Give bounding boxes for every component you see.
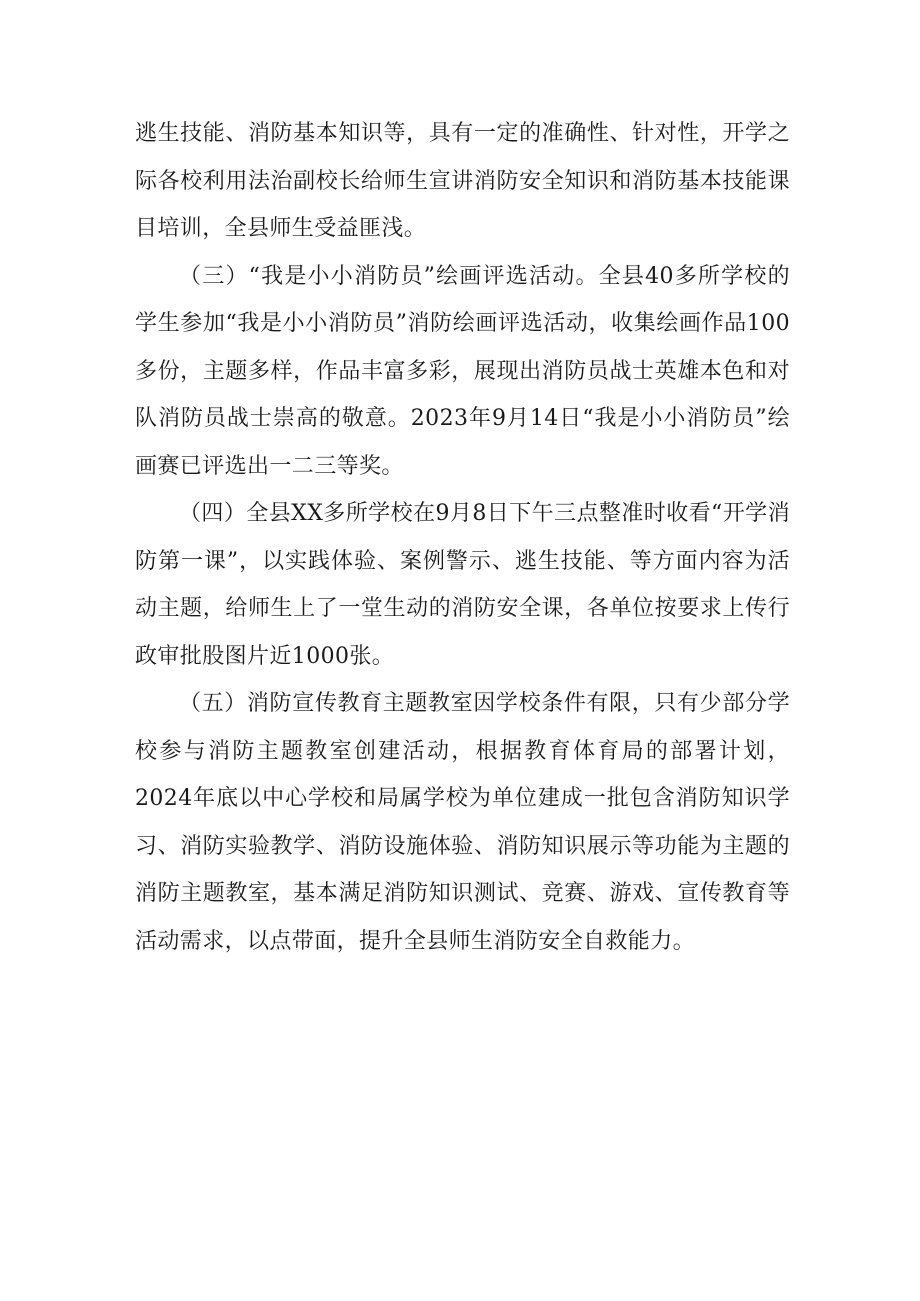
paragraph-section-five: （五）消防宣传教育主题教室因学校条件有限，只有少部分学校参与消防主题教室创建活动，根据教育体育局的部署计划，2024年底以中心学校和局属学校为单位建成一批包含消防知识学习、消防实验教学、消防设施体验、消防知识展示等功能为主题的消防主题教室，基本满足消防知识测试、竞赛、游戏、宣传教育等活动需求，以点带面，提升全县师生消防安全自救能力。 bbox=[135, 691, 790, 954]
paragraph-section-three: （三）“我是小小消防员”绘画评选活动。全县40多所学校的学生参加“我是小小消防员”消防绘画评选活动，收集绘画作品100多份，主题多样，作品丰富多彩，展现出消防员战士英雄本色和对队消防员战士崇高的敬意。2023年9月14日“我是小小消防员”绘画赛已评选出一二三等奖。 bbox=[135, 263, 790, 479]
paragraph-section-four: （四）全县XX多所学校在9月8日下午三点整准时收看“开学消防第一课”，以实践体验、案例警示、逃生技能、等方面内容为活动主题，给师生上了一堂生动的消防安全课，各单位按要求上传行政审批股图片近1000张。 bbox=[135, 501, 790, 669]
paragraph-continuation: 逃生技能、消防基本知识等，具有一定的准确性、针对性，开学之际各校利用法治副校长给师生宣讲消防安全知识和消防基本技能课目培训，全县师生受益匪浅。 bbox=[135, 121, 790, 241]
document-body bbox=[135, 110, 790, 965]
